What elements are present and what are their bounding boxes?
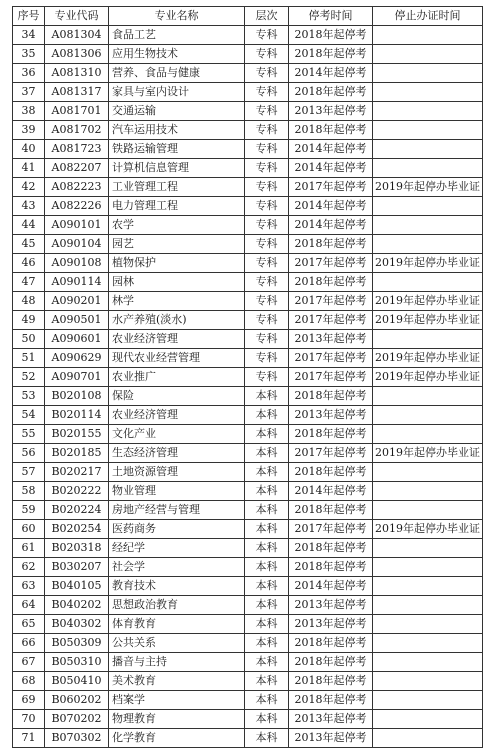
suspend-time: 2018年起停考 [289,501,373,520]
major-name: 家具与室内设计 [109,83,245,102]
major-code: A082207 [45,159,109,178]
level: 专科 [245,140,289,159]
suspend-time: 2018年起停考 [289,463,373,482]
row-index: 61 [13,539,45,558]
certificate-stop-time [373,653,483,672]
table-row [13,178,483,197]
suspend-time: 2014年起停考 [289,159,373,178]
major-name: 物业管理 [109,482,245,501]
major-code: A081723 [45,140,109,159]
table-row [13,64,483,83]
certificate-stop-time [373,26,483,45]
table-row [13,45,483,64]
row-index: 43 [13,197,45,216]
row-index: 69 [13,691,45,710]
major-name: 计算机信息管理 [109,159,245,178]
major-code: B050410 [45,672,109,691]
major-code: B020155 [45,425,109,444]
row-index: 46 [13,254,45,273]
level: 本科 [245,463,289,482]
level: 专科 [245,83,289,102]
level: 专科 [245,216,289,235]
table-row [13,406,483,425]
certificate-stop-time [373,710,483,729]
suspend-time: 2018年起停考 [289,26,373,45]
table-row [13,330,483,349]
major-code: B060202 [45,691,109,710]
certificate-stop-time: 2019年起停办毕业证 [373,254,483,273]
row-index: 65 [13,615,45,634]
level: 专科 [245,102,289,121]
major-name: 现代农业经营管理 [109,349,245,368]
suspend-time: 2018年起停考 [289,672,373,691]
major-name: 房地产经营与管理 [109,501,245,520]
certificate-stop-time: 2019年起停办毕业证 [373,311,483,330]
level: 本科 [245,387,289,406]
row-index: 35 [13,45,45,64]
table-row [13,482,483,501]
header-index: 序号 [13,7,45,26]
certificate-stop-time [373,558,483,577]
major-name: 植物保护 [109,254,245,273]
major-name: 体育教育 [109,615,245,634]
level: 本科 [245,501,289,520]
level: 专科 [245,273,289,292]
certificate-stop-time [373,159,483,178]
table-row [13,121,483,140]
major-code: B050309 [45,634,109,653]
certificate-stop-time [373,121,483,140]
level: 本科 [245,539,289,558]
table-row [13,254,483,273]
suspend-time: 2014年起停考 [289,197,373,216]
row-index: 68 [13,672,45,691]
level: 本科 [245,406,289,425]
level: 本科 [245,710,289,729]
level: 专科 [245,45,289,64]
table-row [13,387,483,406]
major-code: A090201 [45,292,109,311]
major-code: A090114 [45,273,109,292]
major-code: B050310 [45,653,109,672]
level: 本科 [245,653,289,672]
major-name: 物理教育 [109,710,245,729]
level: 专科 [245,349,289,368]
level: 专科 [245,159,289,178]
row-index: 67 [13,653,45,672]
major-code: B020114 [45,406,109,425]
table-row [13,501,483,520]
level: 专科 [245,121,289,140]
row-index: 49 [13,311,45,330]
certificate-stop-time [373,83,483,102]
certificate-stop-time [373,463,483,482]
table-row [13,672,483,691]
row-index: 62 [13,558,45,577]
suspend-time: 2018年起停考 [289,634,373,653]
certificate-stop-time [373,501,483,520]
level: 本科 [245,482,289,501]
row-index: 40 [13,140,45,159]
certificate-stop-time [373,64,483,83]
row-index: 38 [13,102,45,121]
level: 专科 [245,235,289,254]
level: 本科 [245,444,289,463]
level: 本科 [245,672,289,691]
certificate-stop-time [373,596,483,615]
suspend-time: 2013年起停考 [289,102,373,121]
major-code: B040302 [45,615,109,634]
major-name: 交通运输 [109,102,245,121]
major-name: 工业管理工程 [109,178,245,197]
certificate-stop-time [373,45,483,64]
level: 本科 [245,425,289,444]
suspend-time: 2013年起停考 [289,596,373,615]
major-code: A082226 [45,197,109,216]
row-index: 47 [13,273,45,292]
row-index: 66 [13,634,45,653]
row-index: 36 [13,64,45,83]
certificate-stop-time [373,406,483,425]
major-code: A090601 [45,330,109,349]
major-name: 教育技术 [109,577,245,596]
suspend-time: 2017年起停考 [289,311,373,330]
certificate-stop-time [373,235,483,254]
certificate-stop-time [373,672,483,691]
table-row [13,235,483,254]
major-code: A081304 [45,26,109,45]
major-name: 园艺 [109,235,245,254]
major-code: A090108 [45,254,109,273]
row-index: 55 [13,425,45,444]
table-row [13,216,483,235]
table-row [13,368,483,387]
certificate-stop-time [373,577,483,596]
certificate-stop-time [373,539,483,558]
suspend-time: 2013年起停考 [289,729,373,748]
table-row [13,26,483,45]
table-body [13,26,483,748]
suspend-time: 2018年起停考 [289,387,373,406]
major-code: A090104 [45,235,109,254]
major-code: A081702 [45,121,109,140]
major-name: 农业推广 [109,368,245,387]
suspend-time: 2018年起停考 [289,235,373,254]
table-row [13,577,483,596]
suspend-time: 2013年起停考 [289,406,373,425]
suspend-time: 2017年起停考 [289,178,373,197]
row-index: 41 [13,159,45,178]
suspend-time: 2018年起停考 [289,691,373,710]
suspend-time: 2014年起停考 [289,482,373,501]
major-name: 美术教育 [109,672,245,691]
major-name: 医药商务 [109,520,245,539]
level: 专科 [245,254,289,273]
row-index: 58 [13,482,45,501]
header-suspend-time: 停考时间 [289,7,373,26]
level: 专科 [245,197,289,216]
table-row [13,596,483,615]
suspend-time: 2014年起停考 [289,64,373,83]
table-row [13,558,483,577]
suspend-time: 2017年起停考 [289,444,373,463]
major-code: B020254 [45,520,109,539]
table-row [13,615,483,634]
table-row [13,691,483,710]
table-row [13,425,483,444]
row-index: 64 [13,596,45,615]
certificate-stop-time [373,691,483,710]
suspend-time: 2017年起停考 [289,368,373,387]
suspend-time: 2018年起停考 [289,558,373,577]
major-name: 农业经济管理 [109,406,245,425]
major-name: 公共关系 [109,634,245,653]
row-index: 60 [13,520,45,539]
table-row [13,729,483,748]
major-code: B020222 [45,482,109,501]
suspend-time: 2018年起停考 [289,273,373,292]
exam-suspension-table [12,6,483,748]
row-index: 48 [13,292,45,311]
major-name: 档案学 [109,691,245,710]
level: 专科 [245,178,289,197]
table-row [13,653,483,672]
table-row [13,463,483,482]
level: 专科 [245,26,289,45]
major-code: B020318 [45,539,109,558]
major-name: 社会学 [109,558,245,577]
major-name: 林学 [109,292,245,311]
suspend-time: 2014年起停考 [289,140,373,159]
major-code: A090101 [45,216,109,235]
row-index: 56 [13,444,45,463]
row-index: 34 [13,26,45,45]
certificate-stop-time [373,729,483,748]
level: 专科 [245,64,289,83]
row-index: 57 [13,463,45,482]
major-name: 经纪学 [109,539,245,558]
certificate-stop-time [373,387,483,406]
table-row [13,520,483,539]
major-name: 汽车运用技术 [109,121,245,140]
table-row [13,273,483,292]
major-name: 应用生物技术 [109,45,245,64]
level: 本科 [245,634,289,653]
major-code: B020224 [45,501,109,520]
level: 本科 [245,577,289,596]
row-index: 39 [13,121,45,140]
major-name: 电力管理工程 [109,197,245,216]
major-name: 文化产业 [109,425,245,444]
certificate-stop-time [373,482,483,501]
suspend-time: 2018年起停考 [289,653,373,672]
certificate-stop-time: 2019年起停办毕业证 [373,444,483,463]
major-code: A081701 [45,102,109,121]
major-code: A090701 [45,368,109,387]
major-code: A090501 [45,311,109,330]
table-row [13,710,483,729]
table-row [13,292,483,311]
major-code: B040202 [45,596,109,615]
certificate-stop-time [373,615,483,634]
major-name: 思想政治教育 [109,596,245,615]
suspend-time: 2013年起停考 [289,710,373,729]
row-index: 50 [13,330,45,349]
row-index: 71 [13,729,45,748]
suspend-time: 2014年起停考 [289,216,373,235]
level: 本科 [245,558,289,577]
row-index: 53 [13,387,45,406]
row-index: 42 [13,178,45,197]
major-code: B070202 [45,710,109,729]
level: 专科 [245,311,289,330]
suspend-time: 2014年起停考 [289,577,373,596]
major-code: A090629 [45,349,109,368]
major-name: 保险 [109,387,245,406]
table-row [13,349,483,368]
major-name: 化学教育 [109,729,245,748]
level: 专科 [245,368,289,387]
table-row [13,159,483,178]
suspend-time: 2018年起停考 [289,45,373,64]
major-name: 播音与主持 [109,653,245,672]
certificate-stop-time [373,140,483,159]
major-name: 水产养殖(淡水) [109,311,245,330]
major-code: A081317 [45,83,109,102]
header-code: 专业代码 [45,7,109,26]
major-name: 生态经济管理 [109,444,245,463]
major-name: 土地资源管理 [109,463,245,482]
suspend-time: 2013年起停考 [289,330,373,349]
certificate-stop-time: 2019年起停办毕业证 [373,178,483,197]
major-code: A081306 [45,45,109,64]
suspend-time: 2017年起停考 [289,349,373,368]
certificate-stop-time [373,425,483,444]
major-code: B030207 [45,558,109,577]
table-row [13,444,483,463]
suspend-time: 2018年起停考 [289,425,373,444]
major-name: 食品工艺 [109,26,245,45]
row-index: 45 [13,235,45,254]
major-code: B020217 [45,463,109,482]
table-header-row [13,7,483,26]
major-code: B020185 [45,444,109,463]
certificate-stop-time [373,197,483,216]
table-row [13,140,483,159]
table-row [13,197,483,216]
major-name: 铁路运输管理 [109,140,245,159]
level: 本科 [245,520,289,539]
level: 本科 [245,729,289,748]
suspend-time: 2017年起停考 [289,292,373,311]
suspend-time: 2017年起停考 [289,254,373,273]
major-name: 园林 [109,273,245,292]
row-index: 70 [13,710,45,729]
level: 本科 [245,691,289,710]
row-index: 51 [13,349,45,368]
major-code: B070302 [45,729,109,748]
major-code: A081310 [45,64,109,83]
suspend-time: 2013年起停考 [289,615,373,634]
suspend-time: 2018年起停考 [289,121,373,140]
row-index: 52 [13,368,45,387]
certificate-stop-time: 2019年起停办毕业证 [373,368,483,387]
table-row [13,311,483,330]
suspend-time: 2018年起停考 [289,83,373,102]
suspend-time: 2017年起停考 [289,520,373,539]
row-index: 37 [13,83,45,102]
major-name: 农学 [109,216,245,235]
header-level: 层次 [245,7,289,26]
major-code: B040105 [45,577,109,596]
table-row [13,634,483,653]
major-code: A082223 [45,178,109,197]
row-index: 44 [13,216,45,235]
certificate-stop-time [373,273,483,292]
table-row [13,539,483,558]
level: 本科 [245,615,289,634]
certificate-stop-time [373,330,483,349]
major-code: B020108 [45,387,109,406]
major-name: 营养、食品与健康 [109,64,245,83]
row-index: 54 [13,406,45,425]
certificate-stop-time [373,102,483,121]
document-page [12,6,482,748]
table-row [13,83,483,102]
level: 专科 [245,292,289,311]
table-row [13,102,483,121]
major-name: 农业经济管理 [109,330,245,349]
certificate-stop-time [373,634,483,653]
certificate-stop-time: 2019年起停办毕业证 [373,349,483,368]
header-certificate-stop: 停止办证时间 [373,7,483,26]
row-index: 63 [13,577,45,596]
certificate-stop-time [373,216,483,235]
suspend-time: 2018年起停考 [289,539,373,558]
level: 本科 [245,596,289,615]
level: 专科 [245,330,289,349]
certificate-stop-time: 2019年起停办毕业证 [373,520,483,539]
certificate-stop-time: 2019年起停办毕业证 [373,292,483,311]
row-index: 59 [13,501,45,520]
header-name: 专业名称 [109,7,245,26]
